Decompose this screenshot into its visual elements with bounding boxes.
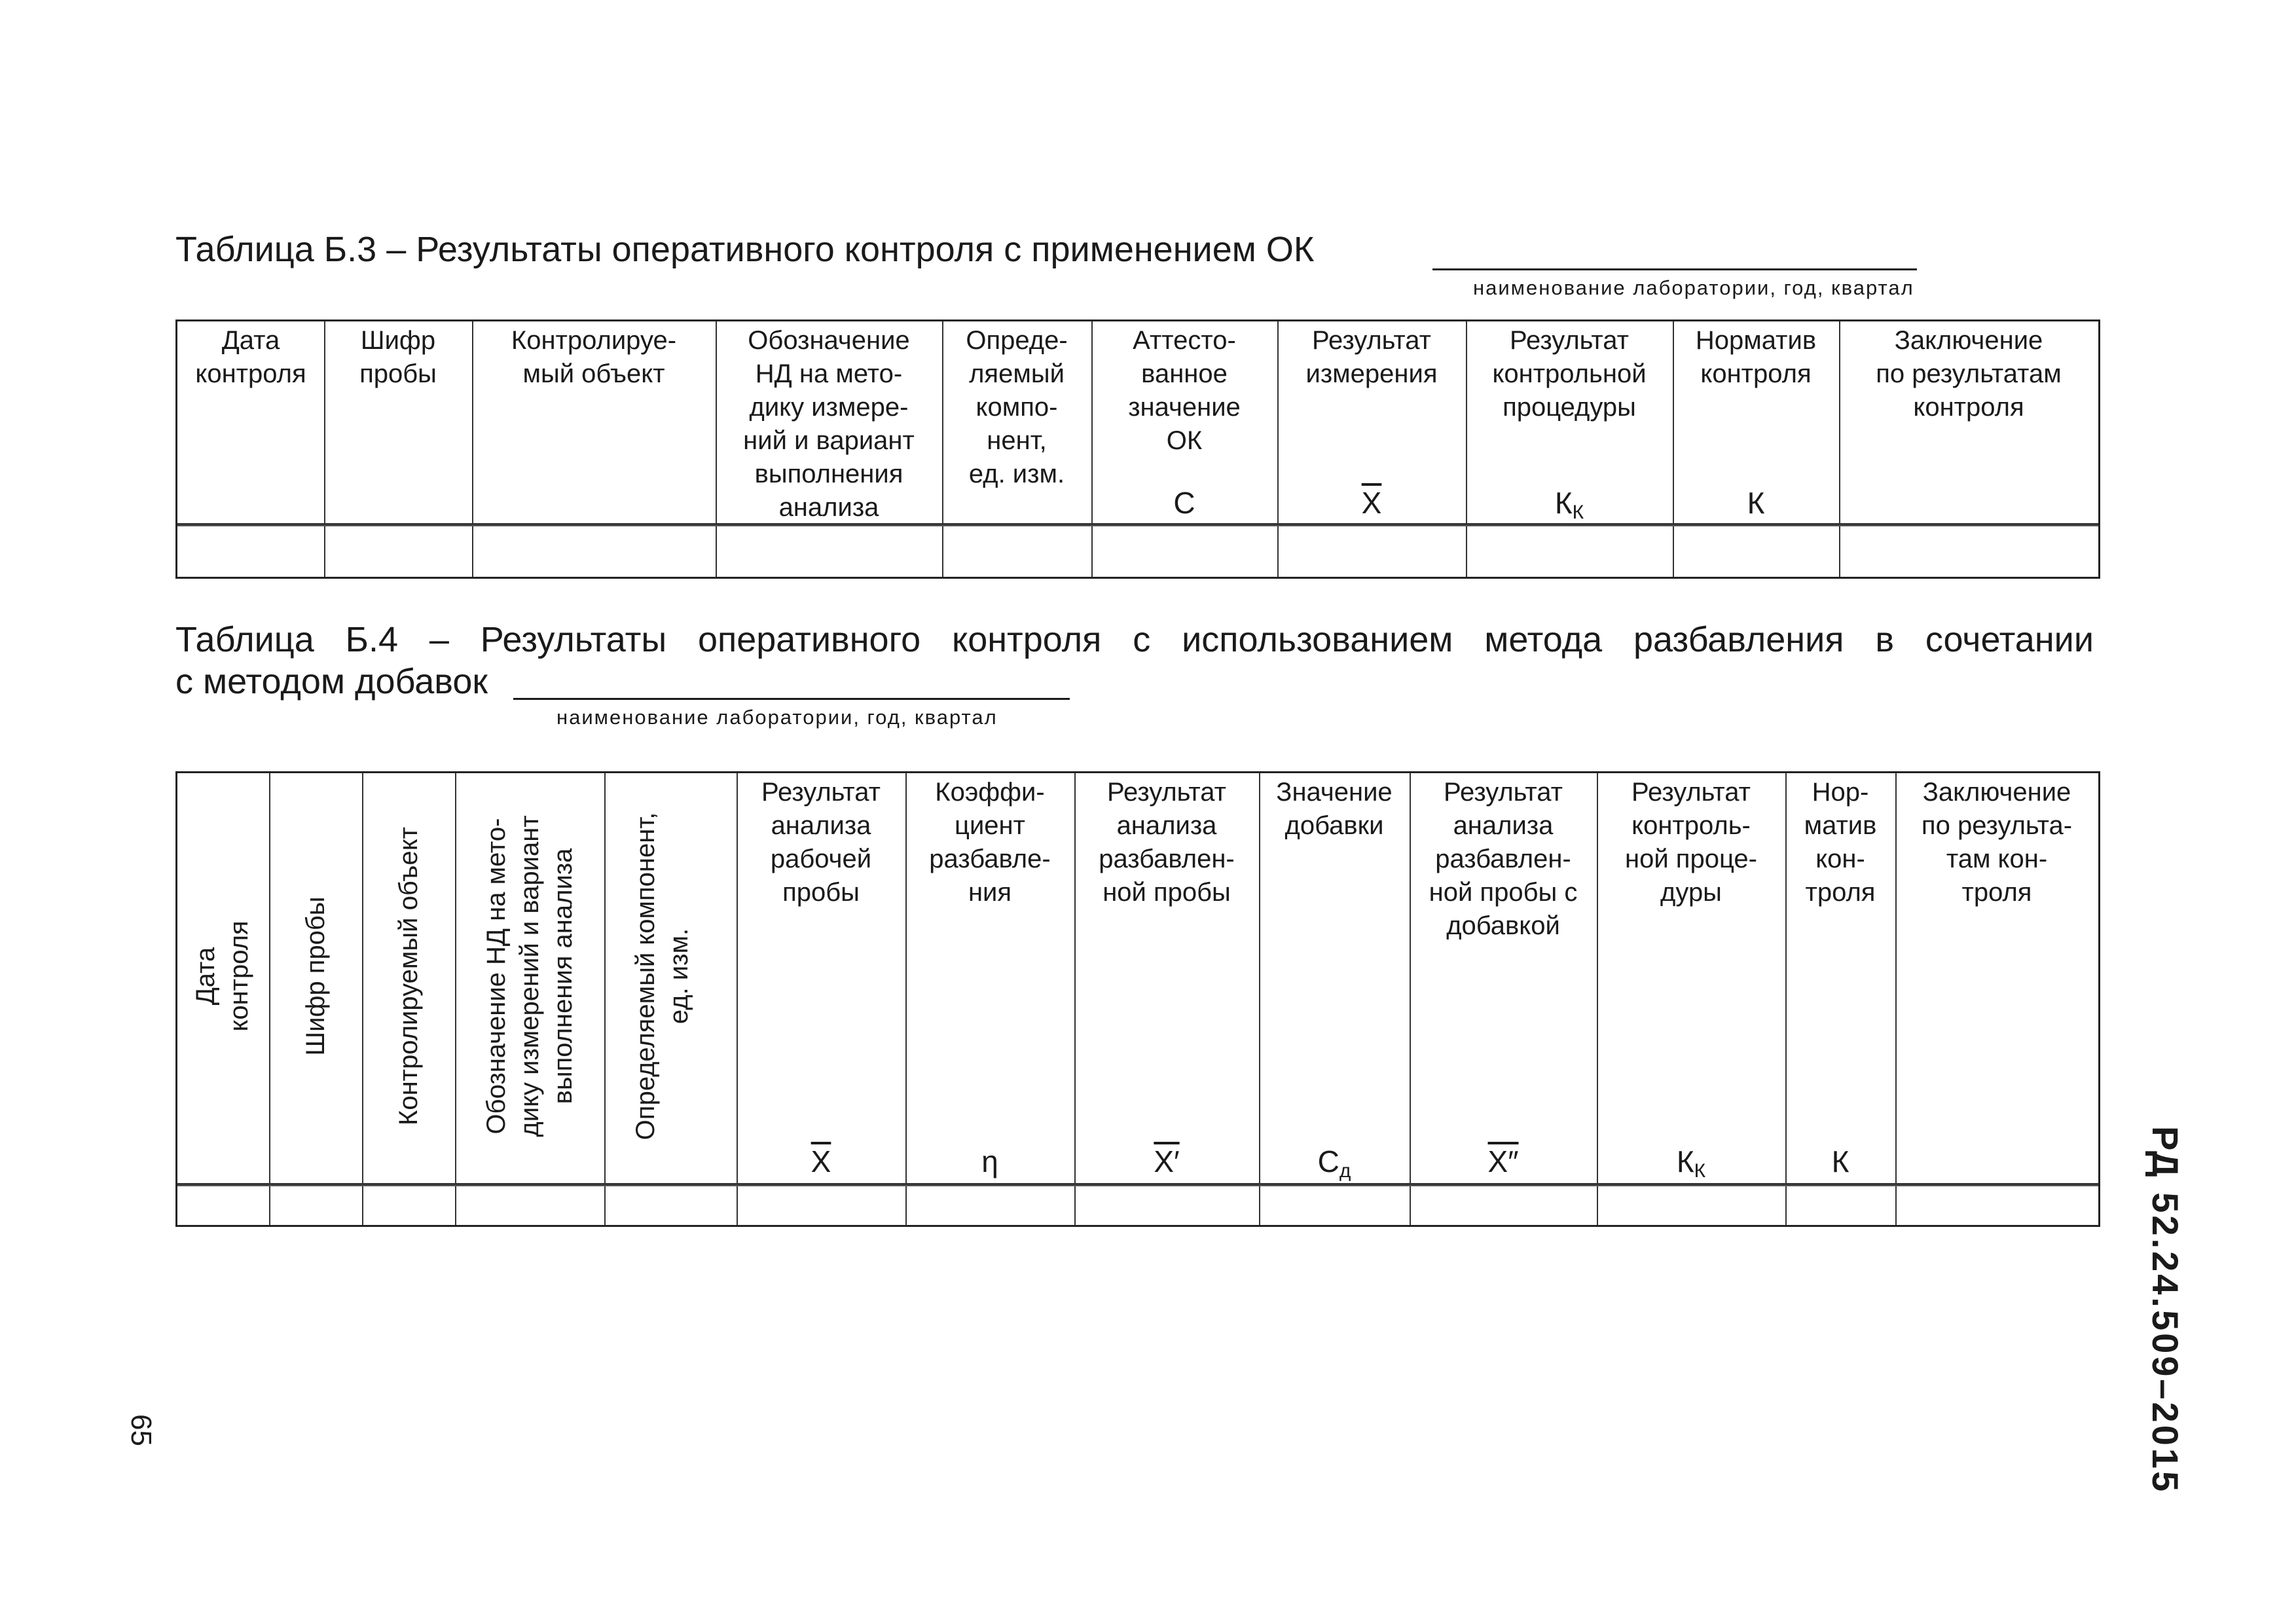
table-b3-header-measurement: Результат измерения — [1305, 326, 1438, 388]
table-b4-symbol-cd-sub: д — [1339, 1160, 1351, 1182]
table-b3-header-object: Контролируе- мый объект — [511, 326, 677, 388]
table-b4-symbol-x-mean: $\overline{X}$ — [811, 1144, 831, 1178]
table-b4-header-procedure-result: Результат контроль- ной проце- дуры — [1625, 778, 1757, 907]
table-b4-header-diluted-with-addition: Результат анализа разбавлен- ной пробы с добавкой — [1429, 778, 1578, 940]
table-b4 — [175, 771, 2100, 1227]
table-b3-header-sample-code: Шифр пробы — [359, 326, 437, 388]
table-b4-symbol-k: К — [1831, 1144, 1850, 1178]
table-b4-header-work-sample: Результат анализа рабочей пробы — [761, 778, 881, 907]
table-b4-header-conclusion: Заключение по результа- там кон- троля — [1921, 778, 2073, 907]
table-b4-symbol-x-double-prime: X″ — [1487, 1144, 1519, 1178]
table-b4-header-object: Контролируемый объект — [394, 827, 423, 1125]
table-b4-header-norm: Нор- матив кон- троля — [1804, 778, 1877, 907]
table-b3-header-certified-value: Аттесто- ванное значение ОК — [1128, 326, 1241, 455]
table-b4-symbol-kk: К — [1676, 1144, 1694, 1178]
table-b4-header-component: Определяемый компонент, ед. изм. — [631, 812, 693, 1140]
table-b3-header-method: Обозначение НД на мето- дику измере- ний и вариант выполнения анализа — [743, 326, 915, 522]
table-b4-symbol-kk-sub: К — [1694, 1160, 1706, 1182]
table-b4-header-addition-value: Значение добавки — [1276, 778, 1393, 840]
table-b4-header-date: Дата контроля — [191, 921, 253, 1032]
document-code-side-label: РД 52.24.509–2015 — [2145, 1126, 2186, 1495]
table-b4-title-line1: Таблица Б.4 – Результаты оперативного контроля с использованием метода разбавления в сочетании — [175, 620, 2094, 659]
table-b4-header-diluted-sample: Результат анализа разбавлен- ной пробы — [1099, 778, 1235, 907]
table-b3 — [175, 319, 2100, 579]
table-b4-symbol-eta: η — [981, 1144, 998, 1178]
table-b3-symbol-k: К — [1747, 486, 1765, 520]
table-b4-header-divider — [177, 1183, 2098, 1186]
table-b4-symbol-x-prime: X′ — [1154, 1144, 1180, 1178]
table-b3-title: Таблица Б.3 – Результаты оперативного контроля с применением ОК — [175, 230, 1315, 269]
table-b4-title-line2: с методом добавок — [175, 662, 488, 701]
table-b3-header-conclusion: Заключение по результатам контроля — [1876, 326, 2062, 422]
table-b3-header-divider — [177, 523, 2098, 526]
table-b3-header-norm: Норматив контроля — [1695, 326, 1817, 388]
table-b3-symbol-kk: К — [1554, 486, 1573, 520]
table-b4-header-sample-code: Шифр пробы — [301, 896, 330, 1056]
table-b4-header-dilution-coef: Коэффи- циент разбавле- ния — [929, 778, 1051, 907]
table-b3-header-procedure-result: Результат контрольной процедуры — [1492, 326, 1647, 422]
table-b4-caption: наименование лаборатории, год, квартал — [556, 706, 998, 729]
table-b3-symbol-kk-sub: К — [1572, 501, 1584, 523]
table-b3-symbol-x-mean: $\overline{X}$ — [1361, 486, 1382, 520]
page-number: 65 — [125, 1414, 157, 1446]
table-b3-symbol-c: С — [1173, 486, 1195, 520]
table-b4-fill-line — [513, 698, 1070, 700]
table-b3-header-component: Опреде- ляемый компо- нент, ед. изм. — [966, 326, 1068, 488]
table-b4-symbol-cd: С — [1317, 1144, 1339, 1178]
table-b3-header-date: Дата контроля — [195, 326, 306, 388]
table-b3-fill-line — [1432, 268, 1917, 270]
table-b3-caption: наименование лаборатории, год, квартал — [1473, 276, 1914, 299]
table-b4-header-method: Обозначение НД на мето- дику измерений и вариант выполнения анализа — [482, 815, 577, 1137]
